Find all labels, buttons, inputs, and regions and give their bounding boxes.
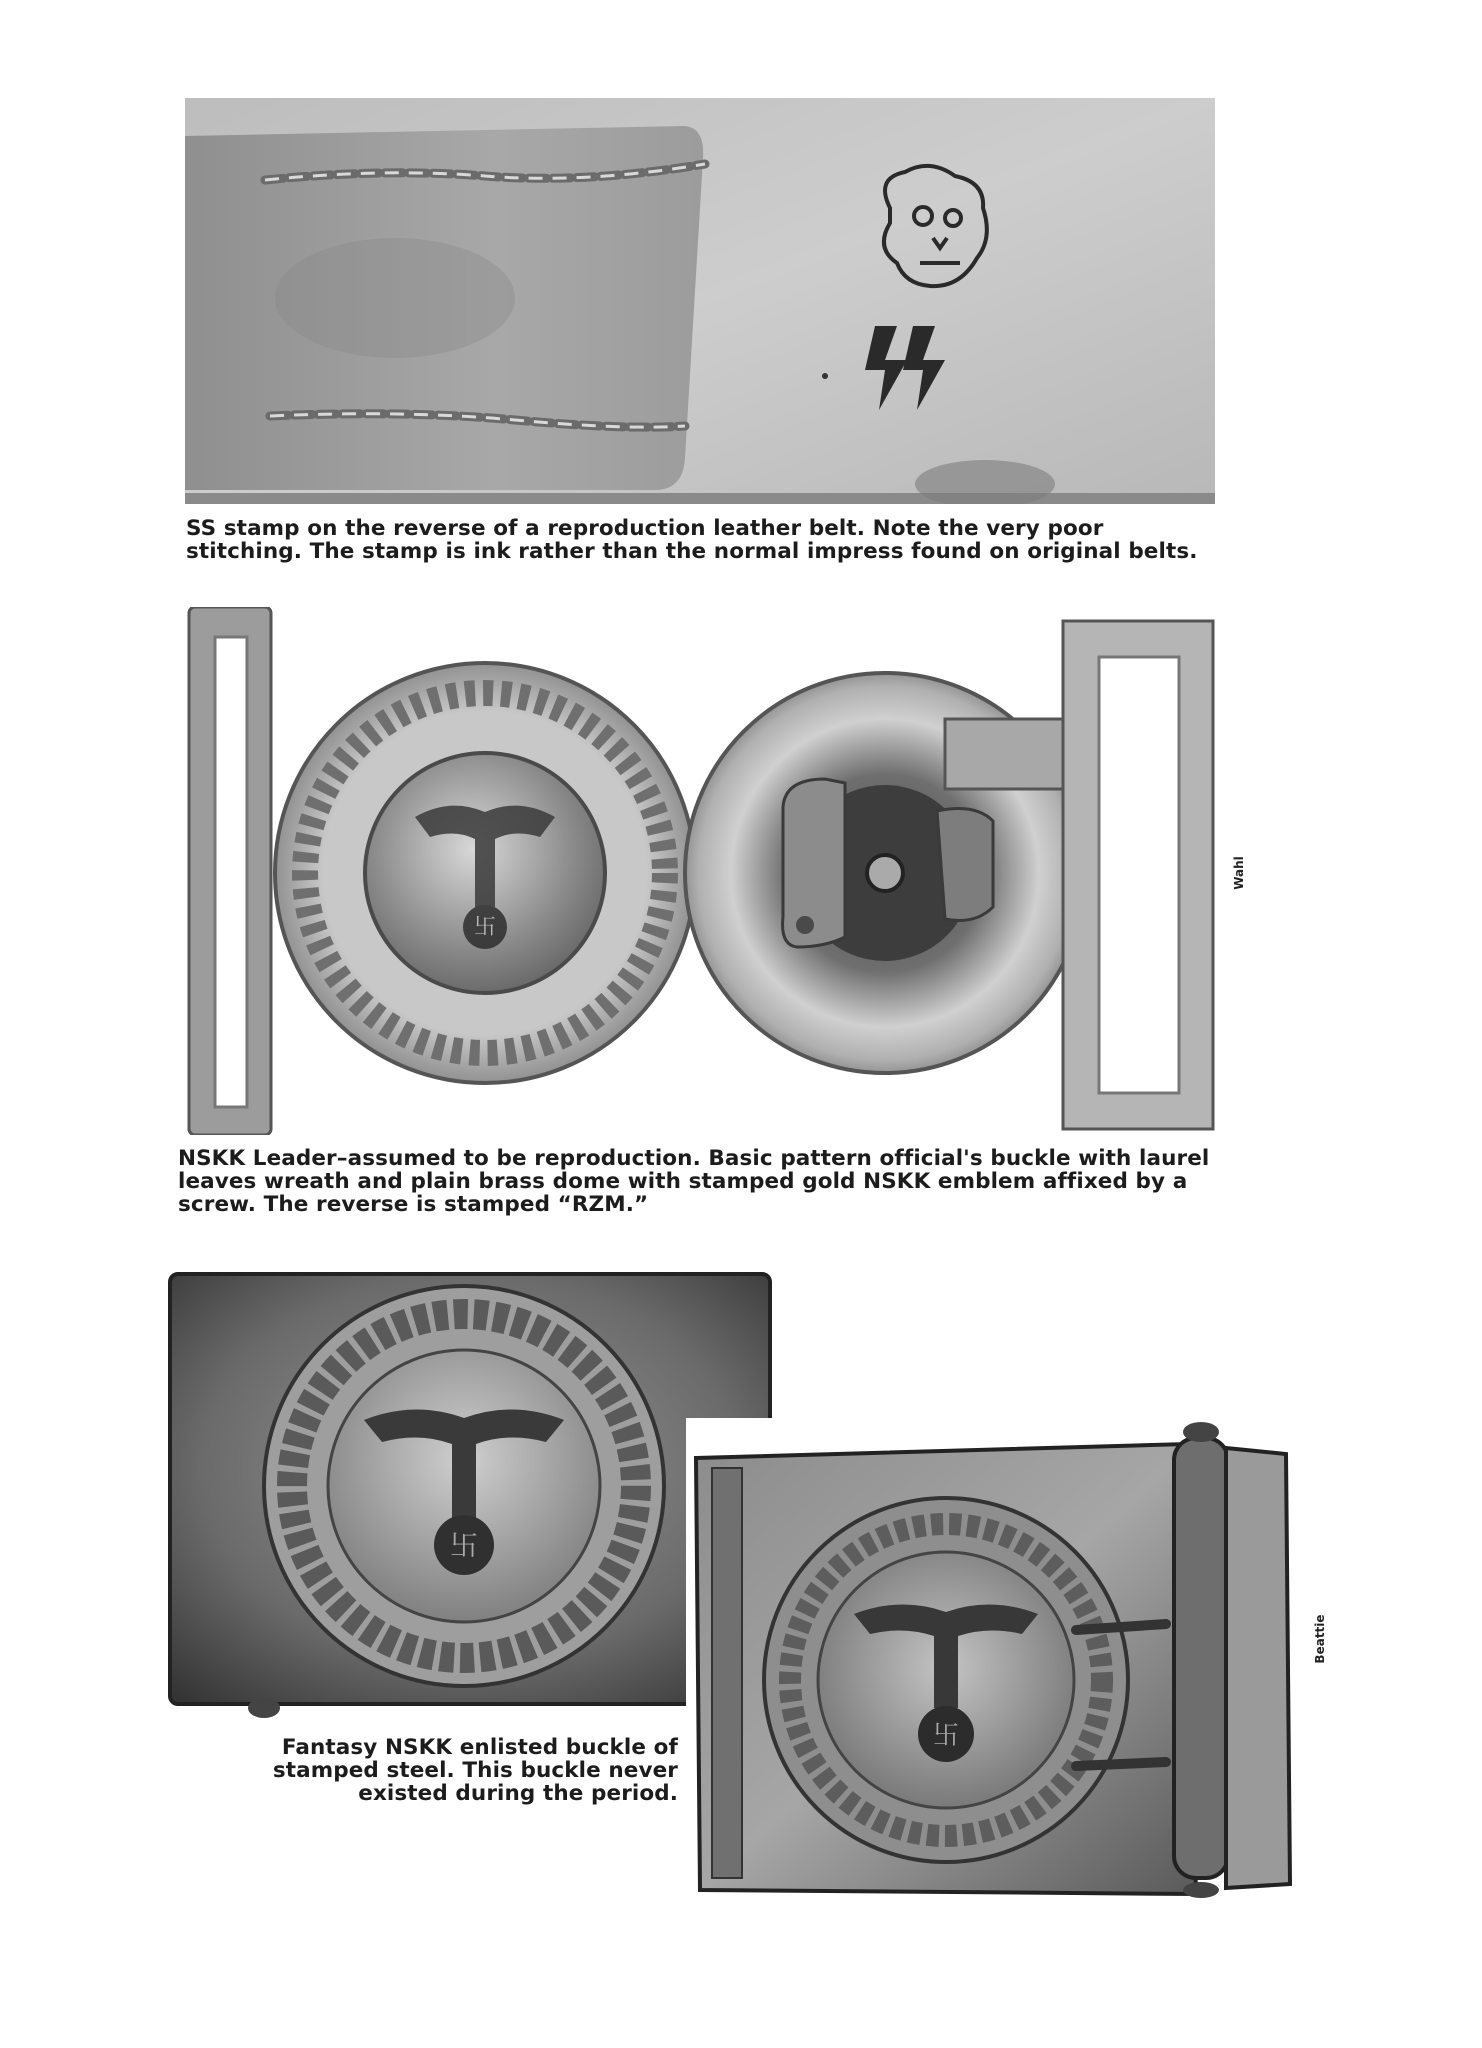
caption-figure-3: Fantasy NSKK enlisted buckle of stamped steel. This buckle never existed during the period. [272, 1735, 678, 1806]
photo-credit-beattie: Beattie [1313, 1614, 1327, 1664]
caption-figure-1: SS stamp on the reverse of a reproduction leather belt. Note the very poor stitching. The stamp is ink rather than the normal impress found on original belts. [186, 516, 1198, 564]
photo-credit-wahl: Wahl [1232, 856, 1246, 890]
svg-text:卐: 卐 [449, 1529, 479, 1562]
svg-text:卐: 卐 [932, 1721, 960, 1751]
photo-ss-stamp-belt [185, 98, 1215, 504]
caption-figure-2: NSKK Leader–assumed to be reproduction. Basic pattern official's buckle with laurel leaves wreath and plain brass dome with stamped gold NSKK emblem affixed by a screw. The reverse is stamped “RZM.” [178, 1146, 1210, 1217]
svg-text:卐: 卐 [473, 915, 497, 940]
photo-nskk-leader-buckle [185, 607, 1217, 1135]
photo-nskk-fantasy-buckle-angled [686, 1418, 1298, 1898]
